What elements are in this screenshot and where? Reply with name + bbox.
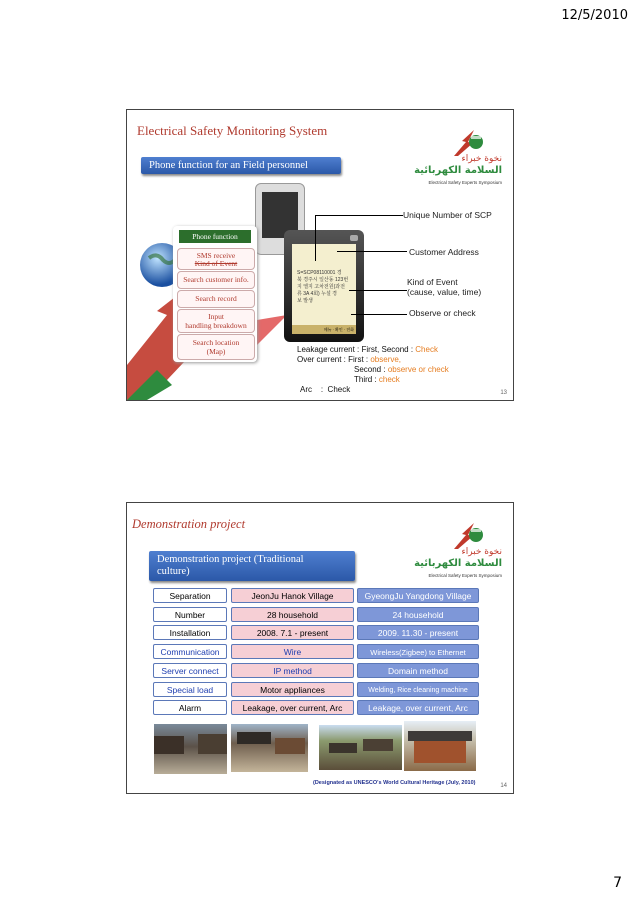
phone-front <box>284 230 364 342</box>
page-number: 7 <box>613 875 622 891</box>
phone-screen: S=SCP08110001 경 북 경주시 일산동 123번 지 엘지 고차전원(과전 류 3A 4회) 누설 경 보 발생 메뉴 · 확인 · 전화 <box>292 244 356 334</box>
menu-item-input-breakdown[interactable]: Input handling breakdown <box>177 309 255 333</box>
table-cell-gyeongju: Welding, Rice cleaning machine <box>357 682 479 697</box>
table-cell-jeonju: Wire <box>231 644 354 659</box>
table-cell-jeonju: JeonJu Hanok Village <box>231 588 354 603</box>
table-cell-label: Special load <box>153 682 227 697</box>
menu-header: Phone function <box>179 230 251 243</box>
table-cell-jeonju: Leakage, over current, Arc <box>231 700 354 715</box>
table-cell-label: Server connect <box>153 663 227 678</box>
slide-13 <box>126 109 514 401</box>
hanok-lane-photo <box>231 724 308 772</box>
label-unique-number: Unique Number of SCP <box>403 210 492 220</box>
table-cell-jeonju: 28 household <box>231 607 354 622</box>
slide-number: 14 <box>500 783 507 789</box>
label-observe-check: Observe or check <box>409 308 476 318</box>
yangdong-village-photo <box>319 725 402 770</box>
table-cell-label: Number <box>153 607 227 622</box>
table-cell-label: Separation <box>153 588 227 603</box>
table-cell-jeonju: Motor appliances <box>231 682 354 697</box>
table-cell-gyeongju: Leakage, over current, Arc <box>357 700 479 715</box>
table-cell-gyeongju: Domain method <box>357 663 479 678</box>
menu-item-sms[interactable]: SMS receive Kind of Event <box>177 248 255 270</box>
table-cell-gyeongju: GyeongJu Yangdong Village <box>357 588 479 603</box>
tiled-roof-house-photo <box>404 721 476 771</box>
table-cell-jeonju: IP method <box>231 663 354 678</box>
slide-title: Electrical Safety Monitoring System <box>137 123 328 138</box>
label-kind-of-event: Kind of Event (cause, value, time) <box>407 277 482 297</box>
table-cell-label: Installation <box>153 625 227 640</box>
table-cell-gyeongju: 24 household <box>357 607 479 622</box>
section-banner: Phone function for an Field personnel <box>141 157 341 174</box>
table-cell-label: Alarm <box>153 700 227 715</box>
table-cell-gyeongju: Wireless(Zigbee) to Ethernet <box>357 644 479 659</box>
label-customer-address: Customer Address <box>409 247 479 257</box>
table-cell-label: Communication <box>153 644 227 659</box>
phone-menu-panel <box>173 226 257 362</box>
table-cell-jeonju: 2008. 7.1 - present <box>231 625 354 640</box>
menu-item-search-record[interactable]: Search record <box>177 290 255 308</box>
symposium-logo: نخوة خبراء السلامة الكهربائية Electrical Safety Experts Symposium <box>395 128 510 188</box>
table-cell-gyeongju: 2009. 11.30 - present <box>357 625 479 640</box>
village-street-photo <box>154 724 227 774</box>
print-date: 12/5/2010 <box>561 8 628 23</box>
unesco-caption: (Designated as UNESCO's World Cultural Heritage (July, 2010) <box>313 780 476 786</box>
slide-14 <box>126 502 514 794</box>
symposium-logo: نخوة خبراء السلامة الكهربائية Electrical Safety Experts Symposium <box>395 521 510 581</box>
slide-number: 13 <box>500 390 507 396</box>
section-banner: Demonstration project (Traditional culture) <box>149 551 355 581</box>
slide-title: Demonstration project <box>132 517 246 531</box>
phone-softkey-bar: 메뉴 · 확인 · 전화 <box>292 325 356 334</box>
menu-item-search-customer[interactable]: Search customer info. <box>177 271 255 289</box>
alarm-notes: Leakage current : First, Second : Check Over current : First : observe, Second : observe or check Third : check Arc : Check <box>297 345 449 394</box>
menu-item-search-location[interactable]: Search location (Map) <box>177 334 255 360</box>
